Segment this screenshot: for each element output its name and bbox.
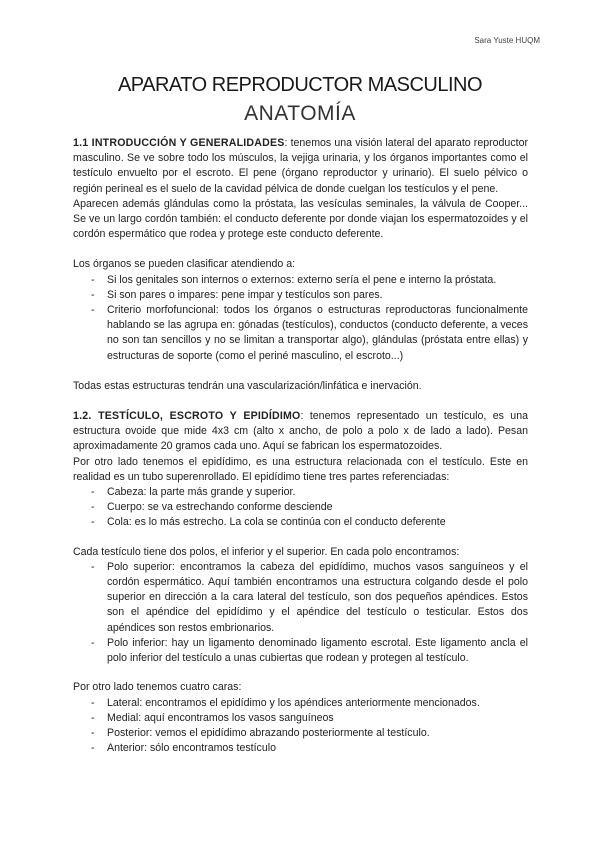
section2-paragraph-2: Por otro lado tenemos el epidídimo, es una estructura relacionada con el testículo. Este en realidad es un tubo superenrollado. El epidídimo tiene tres partes referenciadas: [73,455,528,483]
section1-intro-paragraph [73,136,528,197]
epididymis-parts-list [73,485,528,531]
document-subtitle: ANATOMÍA [244,102,356,125]
document-title: APARATO REPRODUCTOR MASCULINO [117,74,483,96]
section2-paragraph-3: Cada testículo tiene dos polos, el inferior y el superior. En cada polo encontramos: [73,545,460,558]
list-item: - Si los genitales son internos o externos: externo sería el pene e interno la próstata. [73,273,528,288]
section1-heading: 1.1 INTRODUCCIÓN Y GENERALIDADES [73,137,285,149]
section1-list [73,273,528,364]
list-item: - Si son pares o impares: pene impar y testículos son pares. [73,288,528,303]
section2-intro-paragraph [73,409,528,455]
section1-paragraph-2: Aparecen además glándulas como la próstata, las vesículas seminales, la válvula de Cooper... Se ve un largo cordón también: el conducto deferente por donde viajan los espermatozoides y el cordón espermático que rodea y protege este conducto deferente. [73,197,528,241]
poles-list [73,560,528,666]
list-item: - Posterior: vemos el epidídimo abrazando posteriormente al testículo. [73,726,528,741]
faces-list [73,696,528,757]
list-item: - Cabeza: la parte más grande y superior. [73,485,528,500]
section1-intro-text: : tenemos una visión lateral del aparato reproductor masculino. Se ve sobre todo los músculos, la vejiga urinaria, y los órganos importantes como el testículo envuelto por el escroto. El pene (órgano reproductor y urinario). El suelo pélvico o región perineal es el suelo de la cavidad pélvica de donde cuelgan los testículos y el pene. [73,137,528,195]
list-item: - Anterior: sólo encontramos testículo [73,741,528,756]
section2-paragraph-4: Por otro lado tenemos cuatro caras: [73,681,242,694]
section1-paragraph-4: Todas estas estructuras tendrán una vascularización/linfática e inervación. [73,379,422,392]
list-item: - Criterio morfofuncional: todos los órganos o estructuras reproductoras funcionalmente hablando se las agrupa en: gónadas (testículos), conductos (conducto deferente, a veces no son tan sencillos y no se limitan a transportar algo), glándulas (próstata entre ellas) y estructuras de soporte (como el periné masculino, el escroto...) [73,303,528,364]
document-body [73,136,528,756]
list-item: - Cola: es lo más estrecho. La cola se continúa con el conducto deferente [73,515,528,530]
section1-paragraph-3: Los órganos se pueden clasificar atendiendo a: [73,258,296,271]
list-item: - Polo superior: encontramos la cabeza del epidídimo, muchos vasos sanguíneos y el cordón espermático. Aquí también encontramos una estructura colgando desde el polo superior en dirección a la cara lateral del testículo, son dos pequeños apéndices. Estos son el apéndice del epidídimo y el apéndice del testículo o testicular. Estos dos apéndices son restos embrionarios. [73,560,528,636]
list-item: - Cuerpo: se va estrechando conforme desciende [73,500,528,515]
section2-intro-text: : tenemos representado un testículo, es una estructura ovoide que mide 4x3 cm (alto x ancho, de polo a polo x de lado a lado). Pesan aproximadamente 20 gramos cada uno. Aquí se fabrican los espermatozoides. [73,410,528,453]
list-item: - Lateral: encontramos el epidídimo y los apéndices anteriormente mencionados. [73,696,528,711]
list-item: - Polo inferior: hay un ligamento denominado ligamento escrotal. Este ligamento ancla el polo inferior del testículo a unas cubiertas que rodean y protegen al testículo. [73,636,528,666]
section2-heading: 1.2. TESTÍCULO, ESCROTO Y EPIDÍDIMO [73,410,301,423]
author-header: Sara Yuste HUQM [474,36,540,45]
list-item: - Medial: aquí encontramos los vasos sanguíneos [73,711,528,726]
